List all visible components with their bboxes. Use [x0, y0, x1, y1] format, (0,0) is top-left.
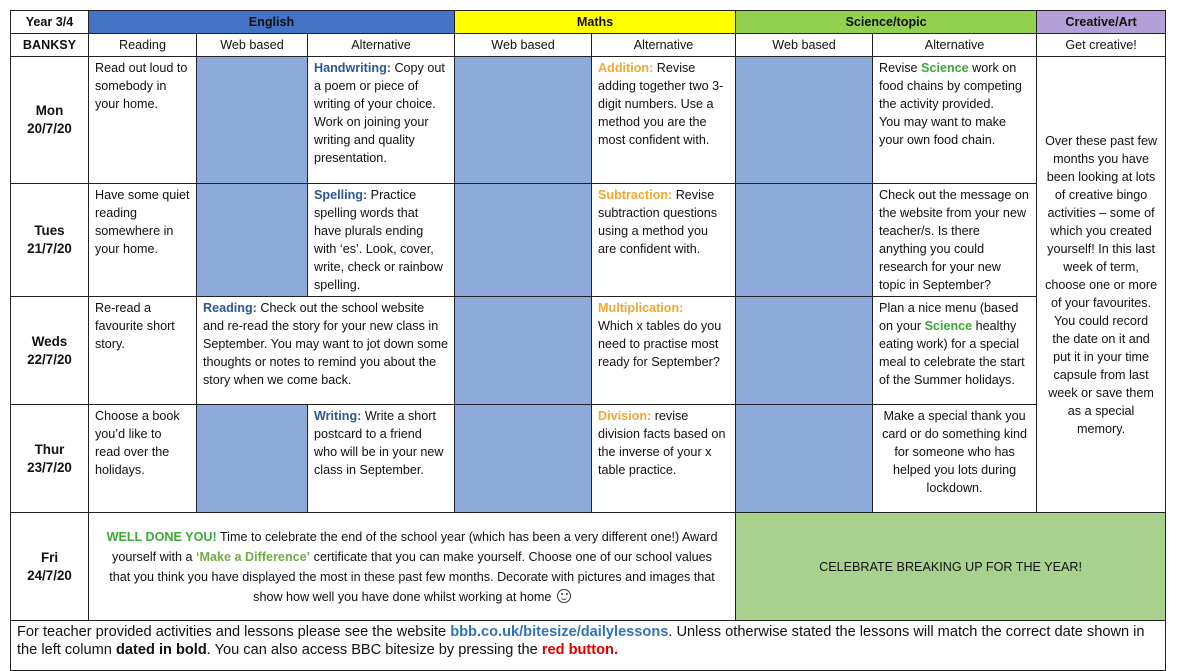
day-row-tues	[11, 184, 1166, 297]
maths-alt-task	[592, 405, 736, 513]
english-alt-task	[308, 57, 455, 184]
year-label: Year 3/4	[11, 11, 89, 34]
day-name: Mon	[35, 103, 64, 118]
science-alt-task: Make a special thank you card or do something kind for someone who has helped you lots during lockdown.	[873, 405, 1037, 513]
science-alt-task	[873, 297, 1037, 405]
celebrate-banner: CELEBRATE BREAKING UP FOR THE YEAR!	[736, 513, 1166, 621]
english-web-cell	[197, 184, 308, 297]
maths-web-header: Web based	[455, 34, 592, 57]
day-label	[11, 513, 89, 621]
english-web-cell	[197, 57, 308, 184]
day-name: Thur	[34, 441, 65, 457]
day-date: 21/7/20	[27, 241, 72, 256]
maths-alt-header: Alternative	[592, 34, 736, 57]
task-label: Writing:	[314, 409, 362, 423]
task-text: Revise	[879, 61, 922, 75]
task-text: Revise adding together two 3-digit numbers. Use a method you are the most confident with.	[598, 61, 724, 147]
task-label: Handwriting:	[314, 61, 391, 75]
task-text: revise division facts based on the inverse of your x table practice.	[598, 409, 726, 477]
footer-text: . You can also access BBC bitesize by pressing the	[206, 642, 542, 658]
reading-task: Choose a book you’d like to read over the holidays.	[89, 405, 197, 513]
science-header: Science/topic	[736, 11, 1037, 34]
red-button-text: red button.	[541, 642, 619, 658]
day-row-weds	[11, 297, 1166, 405]
maths-alt-task	[592, 57, 736, 184]
science-web-cell	[736, 405, 873, 513]
task-text: Plan a nice menu (based on your	[879, 301, 1019, 333]
task-label: Multiplication:	[598, 301, 684, 315]
science-highlight: Science	[921, 61, 969, 75]
reading-task: Re-read a favourite short story.	[89, 297, 197, 405]
task-text: Revise subtraction questions using a method you are confident with.	[598, 188, 718, 256]
task-text: Practice spelling words that have plurals ending with ‘es’. Look, cover, write, check or rainbow spelling.	[314, 188, 443, 292]
day-name: Fri	[40, 549, 59, 565]
science-web-cell	[736, 57, 873, 184]
science-alt-task	[873, 57, 1037, 184]
day-row-mon	[11, 57, 1166, 184]
footer-text: . Unless otherwise stated the lessons will match the correct date shown in the left column	[17, 624, 1145, 658]
day-row-fri	[11, 513, 1166, 621]
task-text: Copy out a poem or piece of writing of your choice. Work on joining your writing and quality presentation.	[314, 61, 445, 165]
creative-task: Over these past few months you have been looking at lots of creative bingo activities – some of which you created yourself! In this last week of term, choose one or more of your favourites. You could record the date on it and put it in your time capsule from last week or save them as a special memory.	[1037, 57, 1166, 513]
english-web-cell	[197, 405, 308, 513]
day-label	[11, 184, 89, 297]
day-name: Tues	[34, 223, 65, 238]
day-date: 23/7/20	[27, 459, 72, 475]
reading-task: Read out loud to somebody in your home.	[89, 57, 197, 184]
task-text: work on food chains by competing the activity provided.	[879, 61, 1022, 111]
maths-alt-task	[592, 184, 736, 297]
maths-alt-task	[592, 297, 736, 405]
task-label: Subtraction:	[598, 188, 673, 202]
smiley-icon	[557, 589, 571, 603]
reading-column-header: Reading	[89, 34, 197, 57]
english-reading-task	[197, 297, 455, 405]
task-text: Which x tables do you need to practise most ready for September?	[598, 319, 722, 369]
task-text: certificate that you can make yourself. Choose one of our school values that you think you have displayed the most in these past few months. Decorate with pictures and images that show how well you have done whilst working at home	[109, 549, 715, 604]
well-done-text: WELL DONE YOU!	[106, 529, 217, 544]
day-label	[11, 297, 89, 405]
task-text: healthy eating work) for a special meal to celebrate the start of the Summer holidays.	[879, 319, 1025, 387]
reading-task: Have some quiet reading somewhere in your home.	[89, 184, 197, 297]
bitesize-link[interactable]: bbb.co.uk/bitesize/dailylessons	[450, 624, 669, 640]
english-alt-task	[308, 405, 455, 513]
day-name: Weds	[31, 333, 68, 349]
maths-web-cell	[455, 297, 592, 405]
science-alt-header: Alternative	[873, 34, 1037, 57]
creative-column-header: Get creative!	[1037, 34, 1166, 57]
subject-header-row	[11, 11, 1166, 34]
day-label	[11, 405, 89, 513]
timetable	[10, 10, 1166, 671]
english-web-header: Web based	[197, 34, 308, 57]
task-text: Write a short postcard to a friend who will be in your new class in September.	[314, 409, 444, 477]
task-text: Check out the school website and re-read the story for your new class in September. You may want to jot down some thoughts or notes to remind you about the story when we come back.	[203, 301, 449, 387]
task-text: You may want to make your own food chain.	[879, 115, 1006, 147]
science-highlight: Science	[924, 319, 973, 333]
certificate-name: ‘Make a Difference’	[196, 549, 311, 564]
friday-celebration-task	[89, 513, 736, 621]
task-label: Spelling:	[314, 188, 368, 202]
footer-row	[11, 621, 1166, 671]
creative-header: Creative/Art	[1037, 11, 1166, 34]
day-row-thur	[11, 405, 1166, 513]
footer-text: For teacher provided activities and lessons please see the website	[17, 624, 451, 640]
day-date: 24/7/20	[27, 567, 72, 583]
english-alt-task	[308, 184, 455, 297]
column-header-row	[11, 34, 1166, 57]
day-date: 22/7/20	[27, 351, 72, 367]
maths-web-cell	[455, 405, 592, 513]
science-alt-task: Check out the message on the website from your new teacher/s. Is there anything you could research for your new topic in September?	[873, 184, 1037, 297]
maths-header: Maths	[455, 11, 736, 34]
science-web-cell	[736, 184, 873, 297]
science-web-header: Web based	[736, 34, 873, 57]
english-header: English	[89, 11, 455, 34]
footer-note	[11, 621, 1166, 671]
maths-web-cell	[455, 184, 592, 297]
task-label: Reading:	[203, 301, 257, 315]
day-label	[11, 57, 89, 184]
task-text: Time to celebrate the end of the school year (which has been a very different one!) Award yourself with a	[112, 529, 718, 564]
footer-bold-text: dated in bold	[115, 642, 207, 658]
class-name: BANKSY	[11, 34, 89, 57]
science-web-cell	[736, 297, 873, 405]
task-label: Addition:	[598, 61, 654, 75]
task-label: Division:	[598, 409, 652, 423]
maths-web-cell	[455, 57, 592, 184]
english-alt-header: Alternative	[308, 34, 455, 57]
day-date: 20/7/20	[27, 121, 72, 136]
